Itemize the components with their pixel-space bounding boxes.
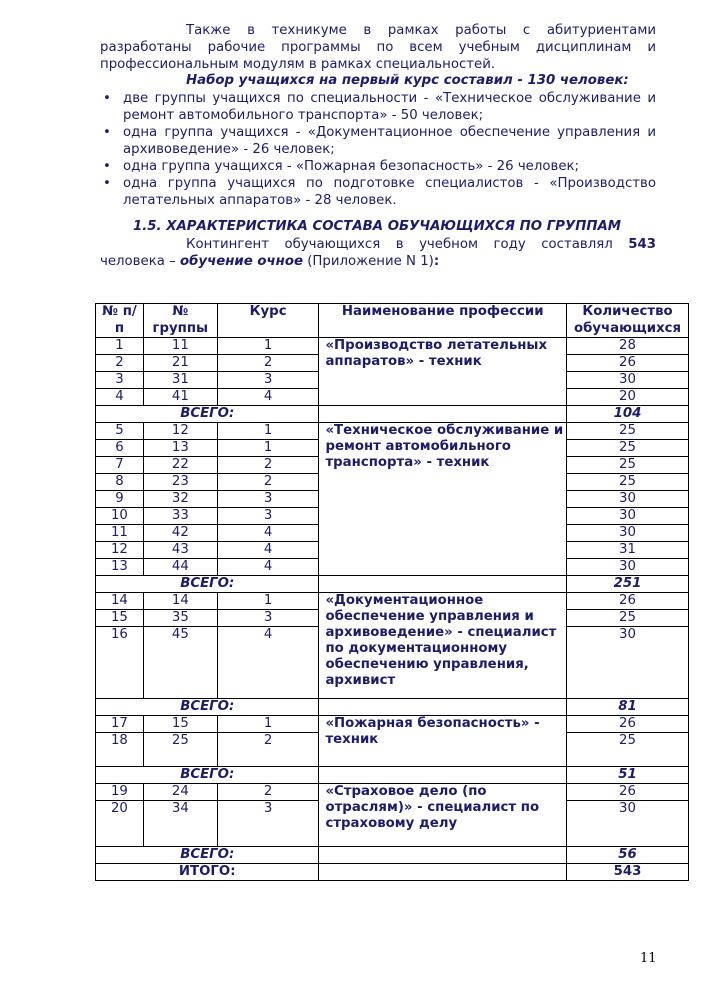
row-number: 7 [96, 457, 144, 474]
student-count: 31 [567, 542, 689, 559]
groups-table [95, 303, 689, 881]
row-number: 18 [96, 733, 144, 767]
course: 4 [217, 542, 319, 559]
group-number: 42 [143, 525, 217, 542]
table-row [96, 338, 689, 355]
row-number: 6 [96, 440, 144, 457]
student-count: 25 [567, 733, 689, 767]
student-count: 30 [567, 508, 689, 525]
subtotal-label: ВСЕГО: [96, 406, 319, 423]
course: 2 [217, 355, 319, 372]
subtotal-label: ВСЕГО: [96, 699, 319, 716]
course: 2 [217, 733, 319, 767]
group-number: 41 [143, 389, 217, 406]
subtotal-row [96, 767, 689, 784]
row-number: 4 [96, 389, 144, 406]
row-number: 15 [96, 610, 144, 627]
student-count: 28 [567, 338, 689, 355]
row-number: 9 [96, 491, 144, 508]
student-count: 25 [567, 457, 689, 474]
subtotal-empty [319, 576, 567, 593]
course: 1 [217, 338, 319, 355]
course: 3 [217, 491, 319, 508]
subtotal-value: 51 [567, 767, 689, 784]
grand-total-label: ИТОГО: [96, 864, 319, 881]
grand-total-value: 543 [567, 864, 689, 881]
profession-name: «Документационное обеспечение управления и архивоведение» - специалист по документационному обеспечению управления, архивист [319, 593, 567, 699]
header-course: Курс [217, 304, 319, 338]
student-count: 26 [567, 716, 689, 733]
course: 4 [217, 559, 319, 576]
table-row [96, 423, 689, 440]
subtotal-row [96, 847, 689, 864]
group-number: 21 [143, 355, 217, 372]
table-header-row [96, 304, 689, 338]
student-count: 25 [567, 440, 689, 457]
group-number: 23 [143, 474, 217, 491]
student-count: 26 [567, 784, 689, 801]
course: 1 [217, 716, 319, 733]
list-item: • одна группа учащихся по подготовке специалистов - «Производство летательных аппаратов» - 28 человек. [100, 175, 656, 209]
row-number: 12 [96, 542, 144, 559]
course: 2 [217, 474, 319, 491]
profession-name: «Производство летательных аппаратов» - техник [319, 338, 567, 406]
course: 3 [217, 801, 319, 847]
student-count: 25 [567, 610, 689, 627]
student-count: 25 [567, 423, 689, 440]
subtotal-row [96, 699, 689, 716]
list-item: • одна группа учащихся - «Документационное обеспечение управления и архивоведение» - 26 человек; [100, 124, 656, 158]
group-number: 45 [143, 627, 217, 699]
list-item: • две группы учащихся по специальности - «Техническое обслуживание и ремонт автомобильного транспорта» - 50 человек; [100, 90, 656, 124]
group-number: 44 [143, 559, 217, 576]
course: 4 [217, 525, 319, 542]
header-group: № группы [143, 304, 217, 338]
group-number: 34 [143, 801, 217, 847]
group-number: 14 [143, 593, 217, 610]
row-number: 5 [96, 423, 144, 440]
subtotal-label: ВСЕГО: [96, 847, 319, 864]
course: 4 [217, 389, 319, 406]
row-number: 13 [96, 559, 144, 576]
row-number: 14 [96, 593, 144, 610]
row-number: 10 [96, 508, 144, 525]
course: 1 [217, 593, 319, 610]
group-number: 43 [143, 542, 217, 559]
subtotal-row [96, 406, 689, 423]
student-count: 30 [567, 801, 689, 847]
course: 3 [217, 372, 319, 389]
intro-paragraph: Также в техникуме в рамках работы с абитуриентами разработаны рабочие программы по всем учебным дисциплинам и профессиональным модулям в рамках специальностей. [100, 23, 656, 72]
grand-total-row [96, 864, 689, 881]
subtotal-row [96, 576, 689, 593]
table-body [96, 338, 689, 881]
group-number: 24 [143, 784, 217, 801]
page-number: 11 [640, 951, 657, 966]
student-count: 20 [567, 389, 689, 406]
student-count: 26 [567, 355, 689, 372]
subtotal-empty [319, 767, 567, 784]
student-count: 30 [567, 372, 689, 389]
group-number: 33 [143, 508, 217, 525]
header-number: № п/п [96, 304, 144, 338]
row-number: 1 [96, 338, 144, 355]
group-number: 35 [143, 610, 217, 627]
group-number: 15 [143, 716, 217, 733]
enrollment-heading: Набор учащихся на первый курс составил - 130 человек: [186, 73, 629, 88]
subtotal-label: ВСЕГО: [96, 576, 319, 593]
course: 2 [217, 457, 319, 474]
subtotal-label: ВСЕГО: [96, 767, 319, 784]
subtotal-value: 251 [567, 576, 689, 593]
row-number: 20 [96, 801, 144, 847]
table-row [96, 716, 689, 733]
group-number: 12 [143, 423, 217, 440]
row-number: 2 [96, 355, 144, 372]
group-number: 31 [143, 372, 217, 389]
student-count: 30 [567, 491, 689, 508]
course: 3 [217, 610, 319, 627]
row-number: 17 [96, 716, 144, 733]
row-number: 11 [96, 525, 144, 542]
student-count: 30 [567, 559, 689, 576]
subtotal-empty [319, 847, 567, 864]
enrollment-list [100, 90, 656, 209]
student-count: 25 [567, 474, 689, 491]
profession-name: «Пожарная безопасность» - техник [319, 716, 567, 767]
row-number: 16 [96, 627, 144, 699]
subtotal-empty [319, 699, 567, 716]
group-number: 32 [143, 491, 217, 508]
subtotal-value: 56 [567, 847, 689, 864]
section-title: 1.5. ХАРАКТЕРИСТИКА СОСТАВА ОБУЧАЮЩИХСЯ ПО ГРУППАМ [133, 219, 621, 234]
course: 2 [217, 784, 319, 801]
group-number: 22 [143, 457, 217, 474]
row-number: 19 [96, 784, 144, 801]
group-number: 11 [143, 338, 217, 355]
profession-name: «Техническое обслуживание и ремонт автомобильного транспорта» - техник [319, 423, 567, 576]
profession-name: «Страховое дело (по отраслям)» - специалист по страховому делу [319, 784, 567, 847]
contingent-paragraph: Контингент обучающихся в учебном году составлял 543 человека – обучение очное (Приложение N 1): [100, 237, 656, 269]
table-row [96, 784, 689, 801]
subtotal-empty [319, 406, 567, 423]
course: 1 [217, 423, 319, 440]
header-profession: Наименование профессии [319, 304, 567, 338]
student-count: 30 [567, 525, 689, 542]
grand-total-empty [319, 864, 567, 881]
row-number: 3 [96, 372, 144, 389]
course: 3 [217, 508, 319, 525]
table-row [96, 593, 689, 610]
student-count: 26 [567, 593, 689, 610]
list-item: • одна группа учащихся - «Пожарная безопасность» - 26 человек; [100, 158, 656, 175]
course: 4 [217, 627, 319, 699]
student-count: 30 [567, 627, 689, 699]
subtotal-value: 81 [567, 699, 689, 716]
subtotal-value: 104 [567, 406, 689, 423]
group-number: 13 [143, 440, 217, 457]
row-number: 8 [96, 474, 144, 491]
header-count: Количество обучающихся [567, 304, 689, 338]
group-number: 25 [143, 733, 217, 767]
course: 1 [217, 440, 319, 457]
